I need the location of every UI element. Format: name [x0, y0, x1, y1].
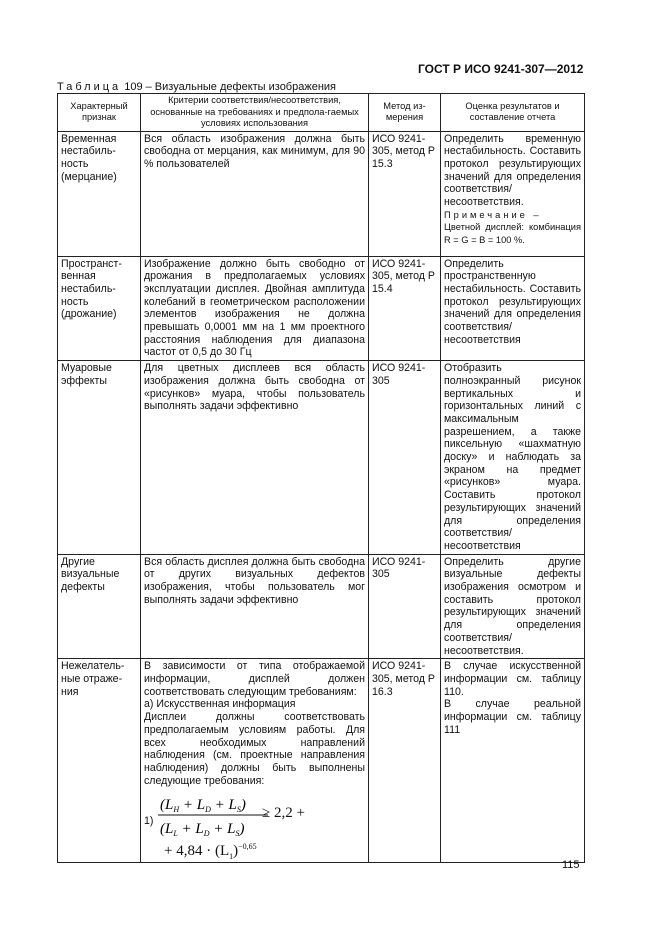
page-number: 115	[562, 859, 580, 871]
caption-title: 109 – Визуальные дефекты изображения	[124, 81, 336, 93]
evaluation-cell	[441, 131, 585, 256]
evaluation-text: Определить временную нестабильность. Составить протокол результирующих значений для определения соответствия/несоответствия.	[444, 132, 581, 209]
formula-prefix: 1)	[144, 815, 154, 828]
table-row	[58, 256, 585, 361]
method-cell: ИСО 9241-305, метод Р 16.3	[369, 659, 441, 863]
formula	[144, 789, 365, 861]
evaluation-cell: Отобразить полноэкранный рисунок вертикальных и горизонтальных линий с максимальным разрешением, а также пиксельную «шахматную доску» и наблюдать за экраном на предмет «рисунков» муара. Составить протокол результирующих значений для определения соответствия/несоответствия	[441, 361, 585, 555]
feature-cell: Нежелатель-ные отраже-ния	[58, 659, 141, 863]
header-feature: Характерный признак	[58, 94, 141, 132]
evaluation-cell: Определить другие визуальные дефекты изображения осмотром и составить протокол результирующих значений для определения соответствия/несоответствия.	[441, 554, 585, 659]
visual-defects-table	[57, 93, 585, 863]
evaluation-artificial: В случае искусственной информации см. таблицу 110.	[444, 660, 581, 698]
note-title: Примечание –	[444, 209, 542, 220]
table-row	[58, 554, 585, 659]
criteria-cell: Изображение должно быть свободно от дрожания в предполагаемых условиях эксплуатации дисплея. Двойная амплитуда колебаний в геометрическом расположении элементов изображения не должна превышать 0,0001 мм на 1 мм проектного расстояния наблюдения для диапазона частот от 0,5 до 30 Гц	[141, 256, 369, 361]
svg-text:(LL + LD + LS): $(L_L + L_D + L_S)$	[160, 821, 245, 839]
criteria-cell	[141, 659, 369, 863]
document-header: ГОСТ Р ИСО 9241-307—2012	[418, 62, 584, 76]
method-cell: ИСО 9241-305	[369, 361, 441, 555]
svg-text:(LH + LD + LS): $(L_H + L_D + L_S)$	[160, 797, 246, 815]
formula-tail: + $4,84 \cdot (L_1)^{-0,65}$	[164, 842, 257, 862]
evaluation-cell	[441, 659, 585, 863]
method-cell: ИСО 9241-305, метод Р 15.4	[369, 256, 441, 361]
caption-word: Таблица	[57, 81, 122, 93]
table-row	[58, 361, 585, 555]
method-cell: ИСО 9241-305, метод Р 15.3	[369, 131, 441, 256]
feature-cell: Муаровые эффекты	[58, 361, 141, 555]
header-criteria: Критерии соответствия/несоответствия, основанные на требованиях и предпола-гаемых условиях использования	[141, 94, 369, 132]
table-header-row	[58, 94, 585, 132]
formula-exponent: −0,65	[238, 842, 257, 852]
table-row	[58, 131, 585, 256]
feature-cell: Временная нестабиль-ность (мерцание)	[58, 131, 141, 256]
header-method: Метод из-мерения	[369, 94, 441, 132]
criteria-requirements: Дисплеи должны соответствовать предполагаемым условиям работы. Для всех необходимых направлений наблюдения (см. проектные направления наблюдения) должны быть выполнены следующие требования:	[144, 711, 365, 787]
criteria-cell: Для цветных дисплеев вся область изображения должна быть свободна от «рисунков» муара, чтобы пользователь выполнять задачи эффективно	[141, 361, 369, 555]
formula-rhs: ≥ 2,2 +	[262, 805, 305, 822]
table-row	[58, 659, 585, 863]
feature-cell: Другие визуальные дефекты	[58, 554, 141, 659]
criteria-cell: Вся область изображения должна быть свободна от мерцания, как минимум, для 90 % пользователей	[141, 131, 369, 256]
formula-graphic	[156, 791, 276, 839]
criteria-intro: В зависимости от типа отображаемой информации, дисплей должен соответствовать следующим требованиям:	[144, 660, 365, 698]
criteria-cell: Вся область дисплея должна быть свободна от других визуальных дефектов изображения, чтобы пользователь мог выполнять задачи эффективно	[141, 554, 369, 659]
method-cell: ИСО 9241-305	[369, 554, 441, 659]
criteria-item-a: а) Искусственная информация	[144, 698, 296, 711]
evaluation-real: В случае реальной информации см. таблицу 111	[444, 698, 581, 736]
table-caption	[57, 81, 336, 93]
header-evaluation: Оценка результатов и составление отчета	[441, 94, 585, 132]
note-text: Цветной дисплей: комбинация R = G = B = 100 %.	[444, 222, 581, 246]
formula-tail-text: + 4,84 · (L	[164, 843, 230, 860]
feature-cell: Пространст-венная нестабиль-ность (дрожание)	[58, 256, 141, 361]
evaluation-cell: Определить пространственную нестабильность. Составить протокол результирующих значений для определения соответствия/несоответствия	[441, 256, 585, 361]
